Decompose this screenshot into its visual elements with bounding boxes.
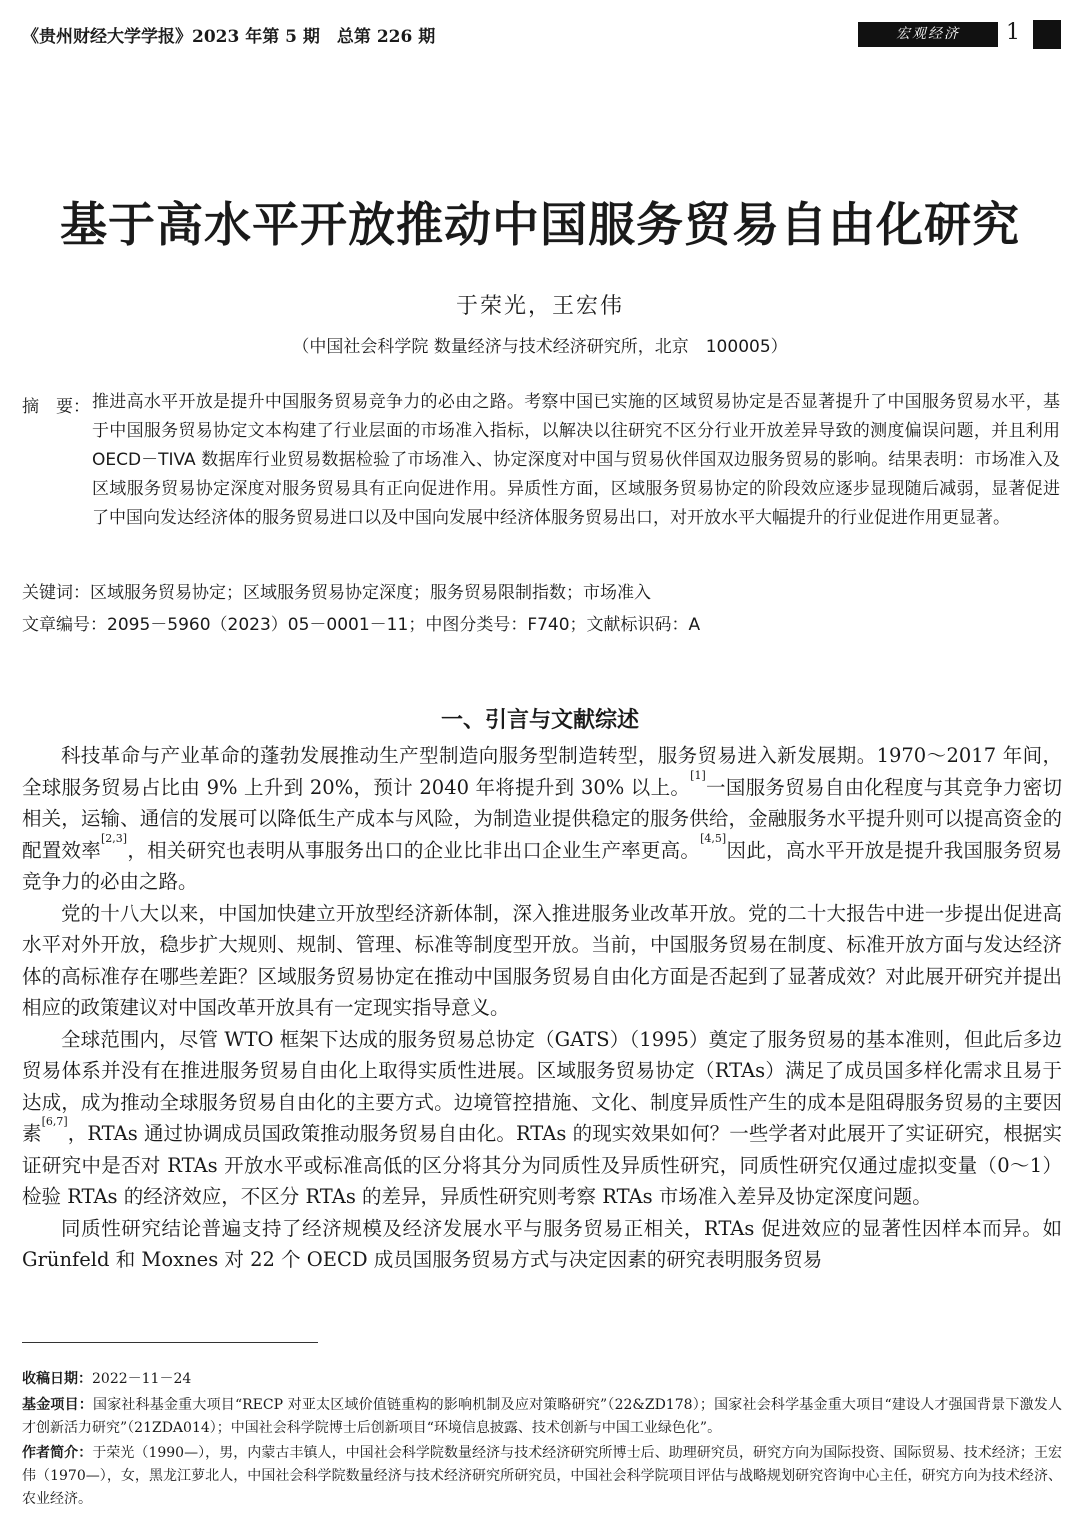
article-authors: 于荣光，王宏伟 bbox=[455, 294, 624, 319]
fund-label: 基金项目： bbox=[22, 1397, 93, 1413]
footnote-received bbox=[22, 1368, 1062, 1391]
paragraph bbox=[22, 740, 1062, 898]
body-text bbox=[22, 740, 1062, 1276]
paragraph-text: ，RTAs 通过协调成员国政策推动服务贸易自由化。RTAs 的现实效果如何？一些学者对此展开了实证研究，根据实证研究中是否对 RTAs 开放水平或标准高低的区分将其分为同质性及异质性研究，同质性研究仅通过虚拟变量（0～1）检验 RTAs 的经济效应，不区分 RTAs 的差异，异质性研究则考察 RTAs 市场准入差异及协定深度问题。 bbox=[22, 1122, 1062, 1208]
paragraph-text: 因此，高水平开放是提升我国服务贸易竞争力的必由之路。 bbox=[22, 838, 1062, 893]
received-label: 收稿日期： bbox=[22, 1371, 92, 1387]
citation-ref: [4,5] bbox=[700, 831, 727, 845]
paragraph-text: 全球范围内，尽管 WTO 框架下达成的服务贸易总协定（GATS）（1995）奠定了服务贸易的基本准则，但此后多边贸易体系并没有在推进服务贸易自由化上取得实质性进展。区域服务贸易协定（RTAs）满足了成员国多样化需求且易于达成，成为推动全球服务贸易自由化的主要方式。边境管控措施、文化、制度异质性产生的成本是阻碍服务贸易的主要因素 bbox=[22, 1027, 1062, 1145]
author-affiliation: （中国社会科学院 数量经济与技术经济研究所，北京 100005） bbox=[292, 337, 788, 357]
author-bio-label: 作者简介： bbox=[22, 1445, 93, 1461]
paragraph-text: 科技革命与产业革命的蓬勃发展推动生产型制造向服务型制造转型，服务贸易进入新发展期。1970～2017 年间，全球服务贸易占比由 9% 上升到 20%，预计 2040 年将提升到 30% 以上。 bbox=[22, 744, 1062, 799]
footnote-fund bbox=[22, 1394, 1062, 1440]
paragraph-text: 一国服务贸易自由化程度与其竞争力密切相关，运输、通信的发展可以降低生产成本与风险，为制造业提供稳定的服务供给，金融服务水平提升则可以提高资金的配置效率 bbox=[22, 775, 1062, 862]
footnote-author bbox=[22, 1442, 1062, 1511]
citation-ref: [1] bbox=[690, 768, 706, 782]
citation-ref: [6,7] bbox=[41, 1115, 68, 1128]
page-header bbox=[0, 0, 1080, 60]
paragraph bbox=[22, 1213, 1062, 1276]
page-number: 1 bbox=[1006, 20, 1020, 45]
paragraph-text: 同质性研究结论普遍支持了经济规模及经济发展水平与服务贸易正相关，RTAs 促进效应的显著性因样本而异。如 Grünfeld 和 Moxnes 对 22 个 OECD 成员国服务贸易方式与决定因素的研究表明服务贸易 bbox=[22, 1216, 1062, 1271]
footnote-rule bbox=[22, 1342, 318, 1343]
paragraph bbox=[22, 1024, 1062, 1213]
paragraph-text: 党的十八大以来，中国加快建立开放型经济新体制，深入推进服务业改革开放。党的二十大报告中进一步提出促进高水平对外开放，稳步扩大规则、规制、管理、标准等制度型开放。当前，中国服务贸易在制度、标准开放方面与发达经济体的高标准存在哪些差距？区域服务贸易协定在推动中国服务贸易自由化方面是否起到了显著成效？对此展开研究并提出相应的政策建议对中国改革开放具有一定现实指导意义。 bbox=[22, 901, 1062, 1019]
article-title: 基于高水平开放推动中国服务贸易自由化研究 bbox=[60, 198, 1020, 253]
abstract-text: 推进高水平开放是提升中国服务贸易竞争力的必由之路。考察中国已实施的区域贸易协定是否显著提升了中国服务贸易水平，基于中国服务贸易协定文本构建了行业层面的市场准入指标，以解决以往研究不区分行业开放差异导致的测度偏误问题，并且利用 OECD－TIVA 数据库行业贸易数据检验了市场准入、协定深度对中国与贸易伙伴国双边服务贸易的影响。结果表明：市场准入及区域服务贸易协定深度对服务贸易具有正向促进作用。异质性方面，区域服务贸易协定的阶段效应逐步显现随后减弱，显著促进了中国向发达经济体的服务贸易进口以及中国向发展中经济体服务贸易出口，对开放水平大幅提升的行业促进作用更显著。 bbox=[92, 392, 1060, 528]
fund-text: 国家社科基金重大项目“RECP 对亚太区域价值链重构的影响机制及应对策略研究”（22&ZD178）；国家社会科学基金重大项目“建设人才强国背景下激发人才创新活力研究”（21ZDA014）；中国社会科学院博士后创新项目“环境信息披露、技术创新与中国工业绿色化”。 bbox=[22, 1397, 1063, 1436]
paragraph bbox=[22, 898, 1062, 1024]
paragraph-text: ，相关研究也表明从事服务出口的企业比非出口企业生产率更高。 bbox=[127, 838, 701, 862]
citation-ref: [2,3] bbox=[101, 831, 128, 845]
page-marker bbox=[1033, 20, 1061, 49]
received-date: 2022－11－24 bbox=[92, 1371, 192, 1387]
abstract-label: 摘 要： bbox=[22, 397, 90, 417]
keywords: 关键词：区域服务贸易协定；区域服务贸易协定深度；服务贸易限制指数；市场准入 bbox=[22, 583, 651, 603]
section-tag: 宏观经济 bbox=[858, 22, 998, 47]
article-info: 文章编号：2095－5960（2023）05－0001－11；中图分类号：F740；文献标识码：A bbox=[22, 615, 701, 635]
journal-info: 《贵州财经大学学报》2023 年第 5 期 总第 226 期 bbox=[22, 27, 436, 47]
author-bio-text: 于荣光（1990—），男，内蒙古丰镇人，中国社会科学院数量经济与技术经济研究所博士后、助理研究员，研究方向为国际投资、国际贸易、技术经济；王宏伟（1970—），女，黑龙江萝北人，中国社会科学院数量经济与技术经济研究所研究员，中国社会科学院项目评估与战略规划研究咨询中心主任，研究方向为技术经济、农业经济。 bbox=[22, 1445, 1063, 1507]
section-heading: 一、引言与文献综述 bbox=[440, 708, 639, 733]
